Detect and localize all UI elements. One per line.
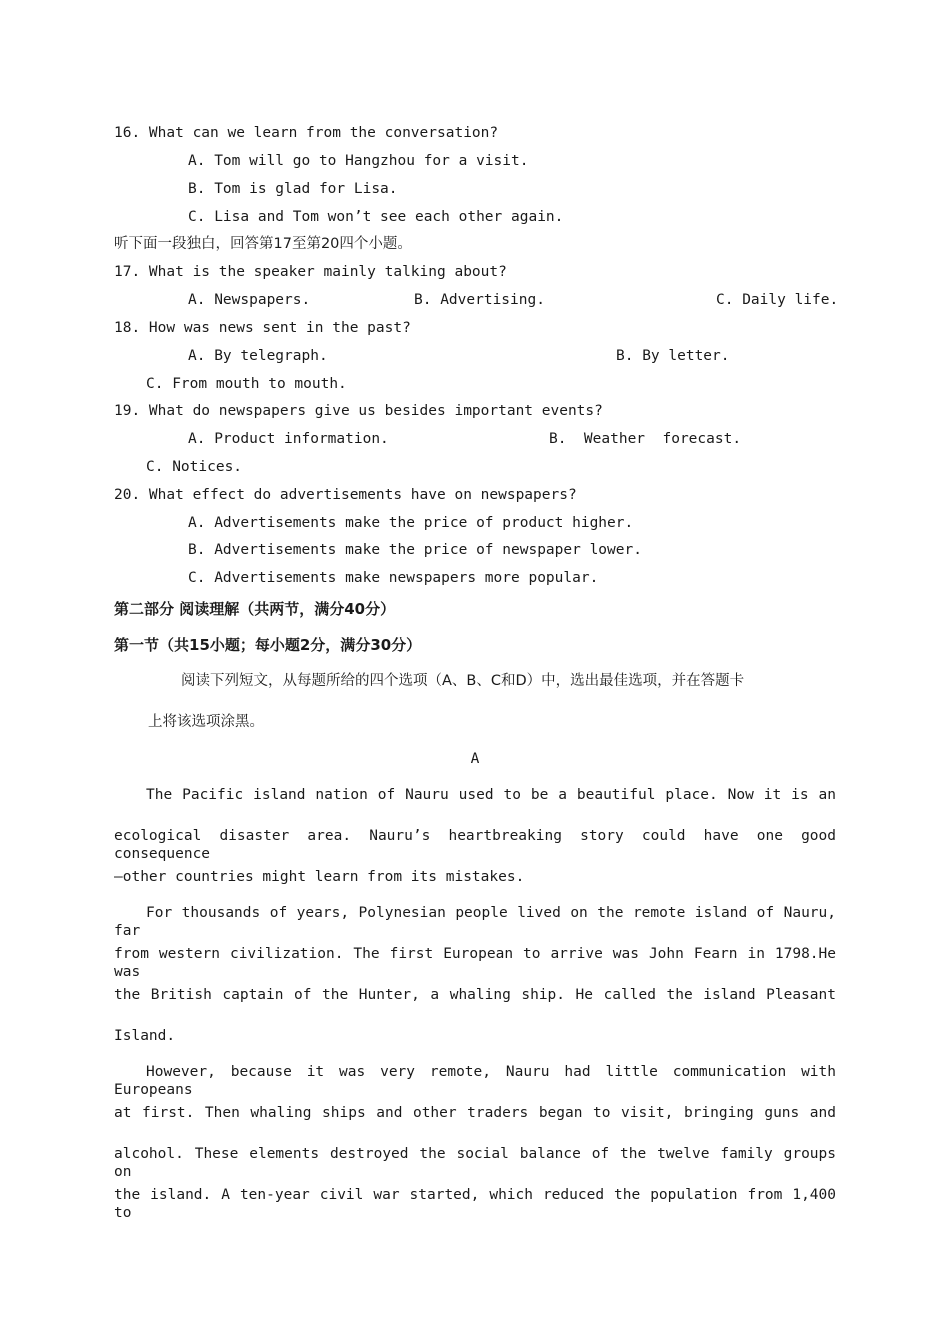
question-16: 16. What can we learn from the conversation? <box>114 125 499 141</box>
q17-option-b: B. Advertising. <box>414 292 545 308</box>
passage-line: ecological disaster area. Nauru’s heartbreaking story could have one good consequence <box>114 828 836 862</box>
q17-option-c: C. Daily life. <box>716 292 839 308</box>
q18-option-b: B. By letter. <box>616 348 730 364</box>
passage-label: A <box>470 751 480 767</box>
q20-option-a: A. Advertisements make the price of product higher. <box>188 515 634 531</box>
passage-line: alcohol. These elements destroyed the social balance of the twelve family groups on <box>114 1146 836 1180</box>
q19-option-c: C. Notices. <box>146 459 243 475</box>
q19-option-b: B. Weather forecast. <box>549 431 742 447</box>
q18-option-a: A. By telegraph. <box>188 348 328 364</box>
question-20: 20. What effect do advertisements have on newspapers? <box>114 487 577 503</box>
q20-option-c: C. Advertisements make newspapers more popular. <box>188 570 599 586</box>
passage-line: the island. A ten-year civil war started, which reduced the population from 1,400 to <box>114 1187 836 1221</box>
part2-heading: 第二部分 阅读理解（共两节，满分40分） <box>114 600 396 618</box>
passage-line: at first. Then whaling ships and other traders began to visit, bringing guns and <box>114 1105 836 1121</box>
q16-option-a: A. Tom will go to Hangzhou for a visit. <box>188 153 529 169</box>
passage-line: from western civilization. The first European to arrive was John Fearn in 1798.He was <box>114 946 836 980</box>
passage-line: Island. <box>114 1028 176 1044</box>
passage-line: the British captain of the Hunter, a whaling ship. He called the island Pleasant <box>114 987 836 1003</box>
passage-line: The Pacific island nation of Nauru used to be a beautiful place. Now it is an <box>146 787 836 803</box>
q18-option-c: C. From mouth to mouth. <box>146 376 347 392</box>
passage-line: —other countries might learn from its mistakes. <box>114 869 525 885</box>
question-18: 18. How was news sent in the past? <box>114 320 411 336</box>
question-17: 17. What is the speaker mainly talking about? <box>114 264 507 280</box>
passage-line: However, because it was very remote, Nauru had little communication with Europeans <box>114 1064 836 1098</box>
reading-instruction-line1: 阅读下列短文，从每题所给的四个选项（A、B、C和D）中，选出最佳选项，并在答题卡 <box>181 673 745 689</box>
section1-heading: 第一节（共15小题；每小题2分，满分30分） <box>114 636 422 654</box>
monologue-instruction: 听下面一段独白，回答第17至第20四个小题。 <box>114 236 412 252</box>
q20-option-b: B. Advertisements make the price of newspaper lower. <box>188 542 642 558</box>
question-19: 19. What do newspapers give us besides important events? <box>114 403 603 419</box>
passage-line: For thousands of years, Polynesian people lived on the remote island of Nauru, far <box>114 905 836 939</box>
q16-option-b: B. Tom is glad for Lisa. <box>188 181 398 197</box>
q16-option-c: C. Lisa and Tom won’t see each other again. <box>188 209 564 225</box>
q17-option-a: A. Newspapers. <box>188 292 311 308</box>
reading-instruction-line2: 上将该选项涂黑。 <box>148 714 264 730</box>
q19-option-a: A. Product information. <box>188 431 389 447</box>
